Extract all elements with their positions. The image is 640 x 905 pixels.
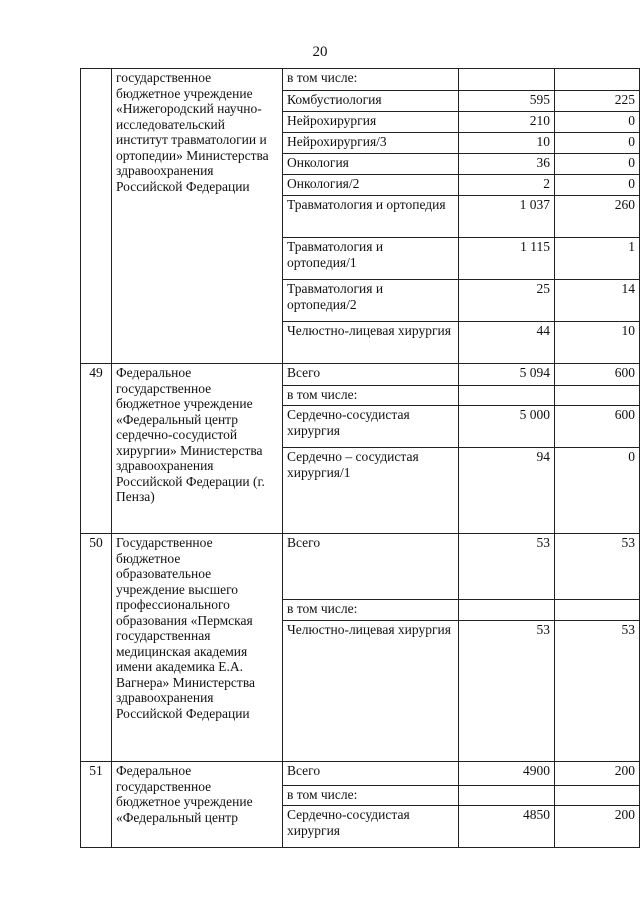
profile-cell: Сердечно – сосудистая хирургия/1 <box>283 448 459 534</box>
profile-cell: Сердечно-сосудистая хирургия <box>283 806 459 848</box>
table-row <box>81 69 640 91</box>
volume-total-cell: 4850 <box>459 806 555 848</box>
volume-total-cell: 1 037 <box>459 196 555 238</box>
volume-total-cell: 25 <box>459 280 555 322</box>
volume-part-cell: 600 <box>555 406 640 448</box>
volume-total-cell: 94 <box>459 448 555 534</box>
profile-cell: Онкология <box>283 154 459 175</box>
profile-cell: Челюстно-лицевая хирургия <box>283 621 459 762</box>
volume-total-cell: 10 <box>459 133 555 154</box>
profile-cell: Всего <box>283 762 459 786</box>
organization-cell: Федеральное государственное бюджетное учреждение «Федеральный центр сердечно-сосудистой хирургии» Министерства здравоохранения Российской Федерации (г. Пенза) <box>112 364 283 534</box>
volume-total-cell: 44 <box>459 322 555 364</box>
volume-total-cell: 4900 <box>459 762 555 786</box>
volume-total-cell: 2 <box>459 175 555 196</box>
profile-cell: Травматология и ортопедия/2 <box>283 280 459 322</box>
table-row <box>81 534 640 600</box>
volume-part-cell: 200 <box>555 762 640 786</box>
volume-total-cell: 5 000 <box>459 406 555 448</box>
profile-cell: в том числе: <box>283 69 459 91</box>
row-number-cell: 50 <box>81 534 112 762</box>
volume-total-cell <box>459 386 555 406</box>
volume-part-cell: 1 <box>555 238 640 280</box>
volume-part-cell: 53 <box>555 534 640 600</box>
volume-part-cell: 53 <box>555 621 640 762</box>
volume-part-cell: 225 <box>555 91 640 112</box>
volume-part-cell: 600 <box>555 364 640 386</box>
row-number-cell <box>81 69 112 364</box>
volume-part-cell: 260 <box>555 196 640 238</box>
table-body <box>81 69 640 848</box>
volume-part-cell: 0 <box>555 133 640 154</box>
profile-cell: Всего <box>283 534 459 600</box>
volume-part-cell: 0 <box>555 154 640 175</box>
volume-total-cell: 53 <box>459 621 555 762</box>
volume-part-cell: 0 <box>555 112 640 133</box>
volume-total-cell: 595 <box>459 91 555 112</box>
profile-cell: в том числе: <box>283 786 459 806</box>
hospital-quota-table <box>80 68 640 848</box>
table-row <box>81 364 640 386</box>
volume-total-cell: 210 <box>459 112 555 133</box>
row-number-cell: 49 <box>81 364 112 534</box>
volume-part-cell <box>555 600 640 621</box>
volume-total-cell: 5 094 <box>459 364 555 386</box>
profile-cell: Челюстно-лицевая хирургия <box>283 322 459 364</box>
organization-cell: государственное бюджетное учреждение «Нижегородский научно-исследовательский институт травматологии и ортопедии» Министерства здравоохранения Российской Федерации <box>112 69 283 364</box>
volume-part-cell <box>555 786 640 806</box>
profile-cell: в том числе: <box>283 386 459 406</box>
volume-part-cell: 14 <box>555 280 640 322</box>
profile-cell: Нейрохирургия/3 <box>283 133 459 154</box>
volume-total-cell <box>459 600 555 621</box>
profile-cell: Нейрохирургия <box>283 112 459 133</box>
volume-total-cell: 53 <box>459 534 555 600</box>
profile-cell: Комбустиология <box>283 91 459 112</box>
organization-cell: Федеральное государственное бюджетное учреждение «Федеральный центр <box>112 762 283 848</box>
volume-part-cell: 0 <box>555 175 640 196</box>
volume-part-cell: 10 <box>555 322 640 364</box>
profile-cell: Всего <box>283 364 459 386</box>
volume-part-cell: 200 <box>555 806 640 848</box>
profile-cell: Травматология и ортопедия/1 <box>283 238 459 280</box>
volume-part-cell: 0 <box>555 448 640 534</box>
volume-total-cell: 1 115 <box>459 238 555 280</box>
volume-part-cell <box>555 69 640 91</box>
profile-cell: Травматология и ортопедия <box>283 196 459 238</box>
volume-part-cell <box>555 386 640 406</box>
page-number: 20 <box>312 44 328 60</box>
row-number-cell: 51 <box>81 762 112 848</box>
table-row <box>81 762 640 786</box>
profile-cell: Онкология/2 <box>283 175 459 196</box>
volume-total-cell <box>459 786 555 806</box>
profile-cell: Сердечно-сосудистая хирургия <box>283 406 459 448</box>
volume-total-cell <box>459 69 555 91</box>
volume-total-cell: 36 <box>459 154 555 175</box>
organization-cell: Государственное бюджетное образовательное учреждение высшего профессионального образования «Пермская государственная медицинская академия имени академика Е.А. Вагнера» Министерства здравоохранения Российской Федерации <box>112 534 283 762</box>
profile-cell: в том числе: <box>283 600 459 621</box>
